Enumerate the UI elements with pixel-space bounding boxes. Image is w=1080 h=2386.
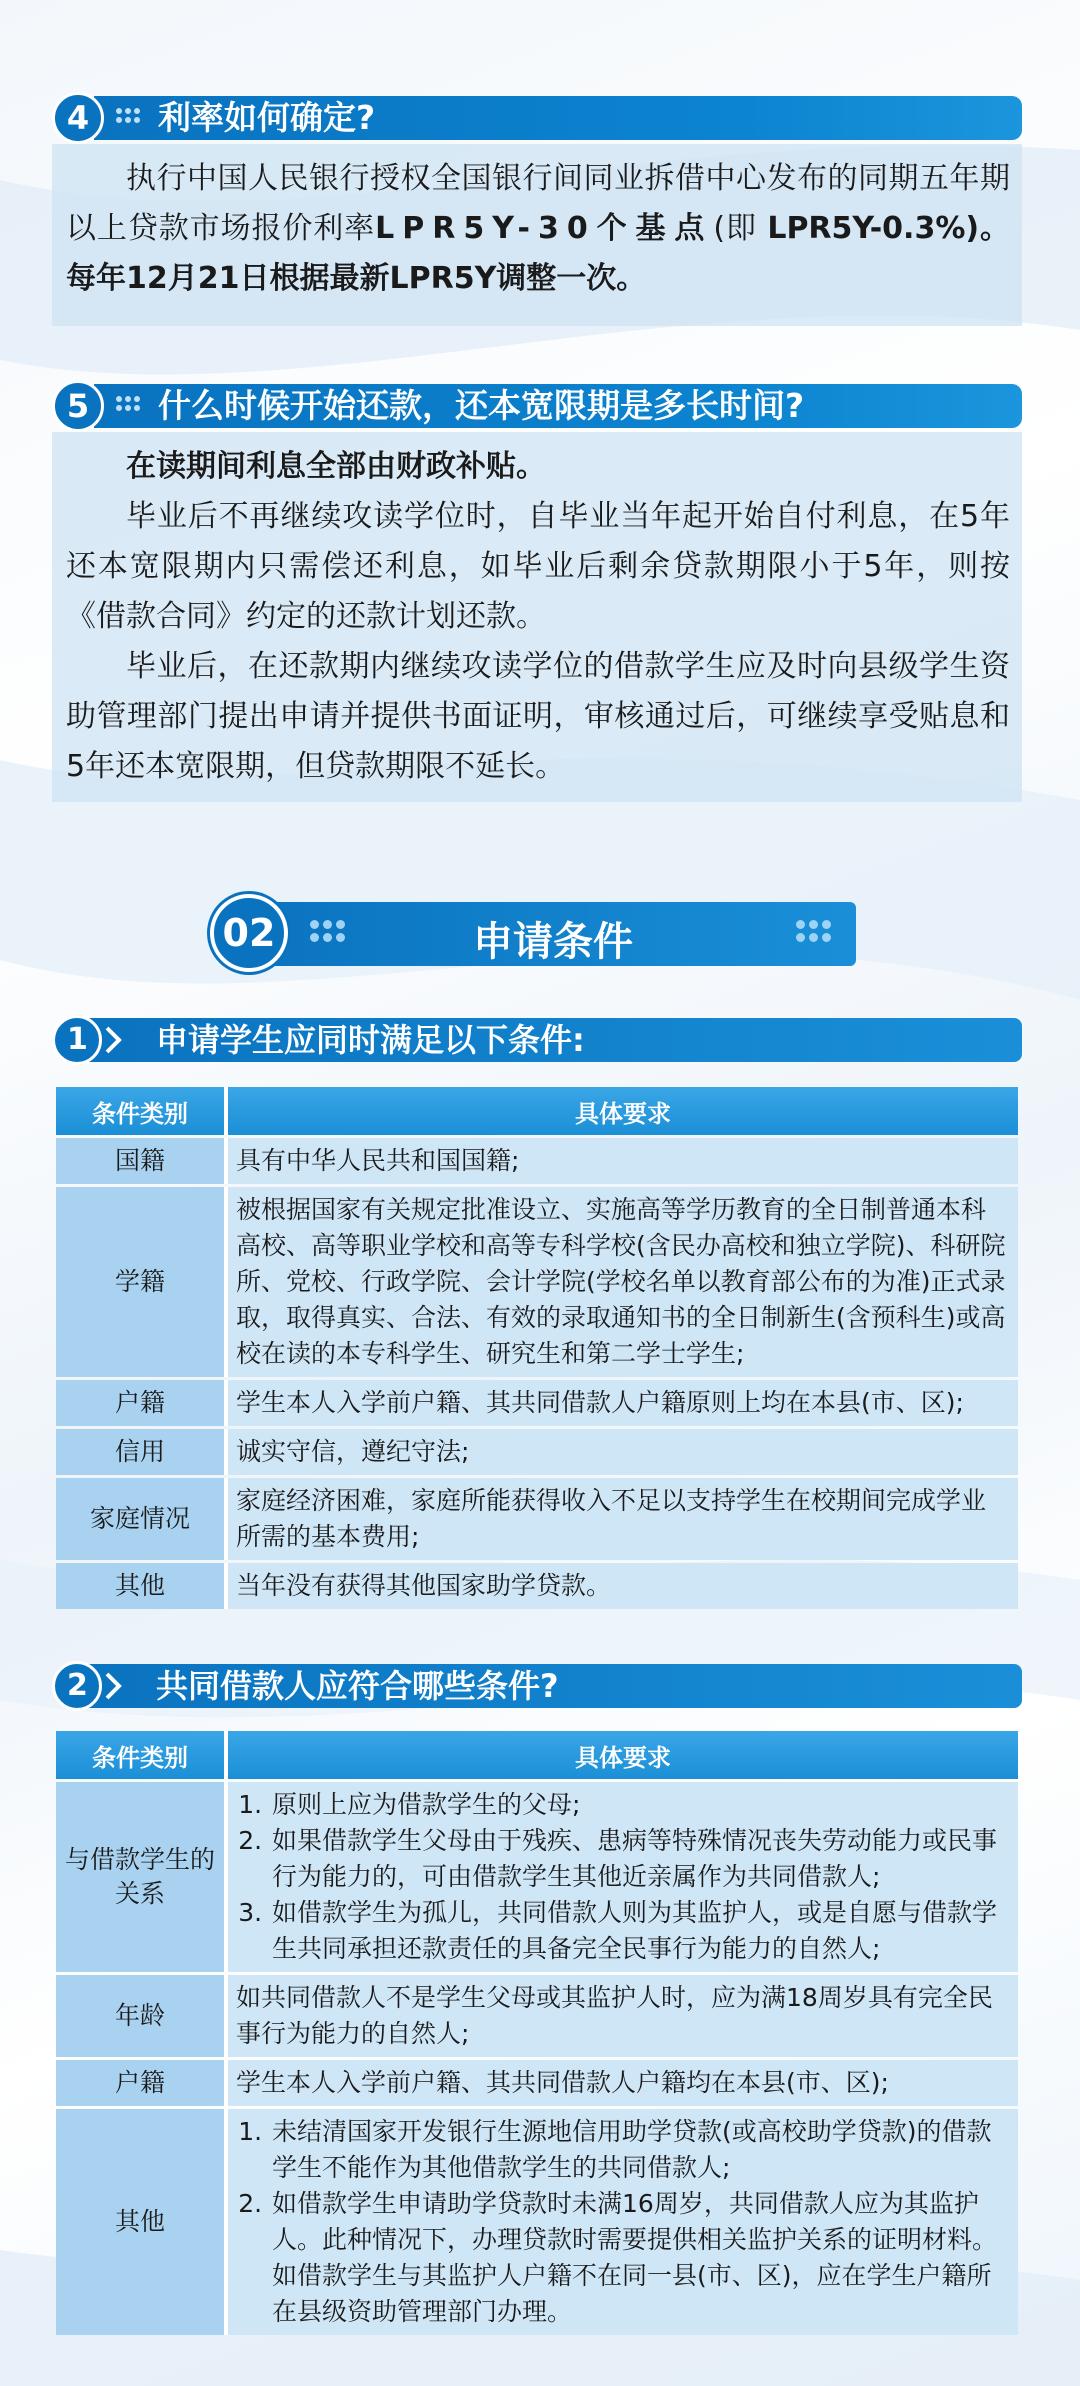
list-item: 3. 如借款学生为孤儿，共同借款人则为其监护人，或是自愿与借款学生共同承担还款责任的具备完全民事行为能力的自然人; [270, 1895, 1010, 1967]
question-4-header [52, 96, 1022, 140]
row-category: 年龄 [56, 1975, 228, 2057]
column-header-category: 条件类别 [56, 1731, 228, 1779]
list-item: 2. 如果借款学生父母由于残疾、患病等特殊情况丧失劳动能力或民事行为能力的，可由借款学生其他近亲属作为共同借款人; [270, 1823, 1010, 1895]
chevron-right-icon [104, 1026, 122, 1054]
table-row [56, 2060, 1018, 2106]
row-requirement: 学生本人入学前户籍、其共同借款人户籍均在本县(市、区); [228, 2060, 1018, 2106]
row-requirement: 被根据国家有关规定批准设立、实施高等学历教育的全日制普通本科高校、高等职业学校和高等专科学校(含民办高校和独立学院)、科研院所、党校、行政学院、会计学院(学校名单以教育部公布的为准)正式录取，取得真实、合法、有效的录取通知书的全日制新生(含预科生)或高校在读的本专科学生、研究生和第二学士学生; [228, 1187, 1018, 1377]
condition-1-header [52, 1018, 1022, 1062]
section-banner [210, 896, 856, 970]
row-requirement: 如共同借款人不是学生父母或其监护人时，应为满18周岁具有完全民事行为能力的自然人; [228, 1975, 1018, 2057]
column-header-category: 条件类别 [56, 1087, 228, 1135]
row-category: 户籍 [56, 2060, 228, 2106]
question-5-header [52, 384, 1022, 428]
table-row [56, 1478, 1018, 1560]
column-header-requirement: 具体要求 [228, 1087, 1018, 1135]
table-row [56, 1138, 1018, 1184]
list-item: 1. 未结清国家开发银行生源地信用助学贷款(或高校助学贷款)的借款学生不能作为其他借款学生的共同借款人; [270, 2114, 1010, 2186]
answer-text: 执行中国人民银行授权全国银行间同业拆借中心发布的同期五年期以上贷款市场报价利率 [66, 161, 1010, 246]
list-item: 1. 原则上应为借款学生的父母; [270, 1787, 1010, 1823]
table-header-row [56, 1731, 1018, 1779]
question-5-answer [52, 432, 1022, 802]
answer-paragraph-3: 毕业后，在还款期内继续攻读学位的借款学生应及时向县级学生资助管理部门提出申请并提供书面证明，审核通过后，可继续享受贴息和5年还本宽限期，但贷款期限不延长。 [66, 649, 1010, 784]
section-title: 申请条件 [473, 919, 633, 965]
row-category: 户籍 [56, 1380, 228, 1426]
row-requirement: 家庭经济困难，家庭所能获得收入不足以支持学生在校期间完成学业所需的基本费用; [228, 1478, 1018, 1560]
condition-number: 2 [52, 1661, 102, 1711]
table-row [56, 1429, 1018, 1475]
row-requirement: 学生本人入学前户籍、其共同借款人户籍原则上均在本县(市、区); [228, 1380, 1018, 1426]
table-row [56, 1563, 1018, 1609]
row-requirement: 具有中华人民共和国国籍; [228, 1138, 1018, 1184]
row-requirement: 诚实守信，遵纪守法; [228, 1429, 1018, 1475]
condition-2-header [52, 1664, 1022, 1708]
row-requirement [228, 2109, 1018, 2335]
row-category: 信用 [56, 1429, 228, 1475]
chevron-right-icon [104, 1672, 122, 1700]
row-requirement: 当年没有获得其他国家助学贷款。 [228, 1563, 1018, 1609]
question-title: 什么时候开始还款，还本宽限期是多长时间? [158, 386, 805, 425]
applicant-conditions-table [56, 1084, 1018, 1612]
condition-number: 1 [52, 1015, 102, 1065]
row-category: 家庭情况 [56, 1478, 228, 1560]
rate-note: LPR5Y-0.3%)。每年12月21日根据最新LPR5Y调整一次。 [66, 211, 1010, 296]
row-requirement [228, 1782, 1018, 1972]
condition-title: 共同借款人应符合哪些条件? [156, 1667, 559, 1705]
question-number: 4 [52, 92, 104, 144]
dots-icon [116, 396, 146, 416]
co-borrower-conditions-table [56, 1728, 1018, 2338]
list-item: 2. 如借款学生申请助学贷款时未满16周岁，共同借款人应为其监护人。此种情况下，办理贷款时需要提供相关监护关系的证明材料。如借款学生与其监护人户籍不在同一县(市、区)，应在学生户籍所在县级资助管理部门办理。 [270, 2186, 1010, 2330]
dots-icon [796, 920, 836, 946]
row-category: 其他 [56, 1563, 228, 1609]
condition-title: 申请学生应同时满足以下条件: [156, 1021, 585, 1059]
dots-icon [116, 108, 146, 128]
row-category: 国籍 [56, 1138, 228, 1184]
table-header-row [56, 1087, 1018, 1135]
question-title: 利率如何确定? [158, 98, 376, 137]
column-header-requirement: 具体要求 [228, 1731, 1018, 1779]
section-number: 02 [210, 894, 288, 972]
table-row [56, 1975, 1018, 2057]
table-row [56, 2109, 1018, 2335]
table-row [56, 1782, 1018, 1972]
answer-paragraph-2: 毕业后不再继续攻读学位时，自毕业当年起开始自付利息，在5年还本宽限期内只需偿还利息，如毕业后剩余贷款期限小于5年，则按《借款合同》约定的还款计划还款。 [66, 499, 1010, 634]
question-4-answer [52, 144, 1022, 326]
rate-formula: LPR5Y-30个基点 [375, 211, 714, 246]
answer-paragraph-1: 在读期间利息全部由财政补贴。 [126, 449, 546, 484]
answer-text: (即 [713, 211, 757, 246]
table-row [56, 1380, 1018, 1426]
question-number: 5 [52, 380, 104, 432]
table-row [56, 1187, 1018, 1377]
row-category: 学籍 [56, 1187, 228, 1377]
row-category: 与借款学生的关系 [56, 1782, 228, 1972]
row-category: 其他 [56, 2109, 228, 2335]
